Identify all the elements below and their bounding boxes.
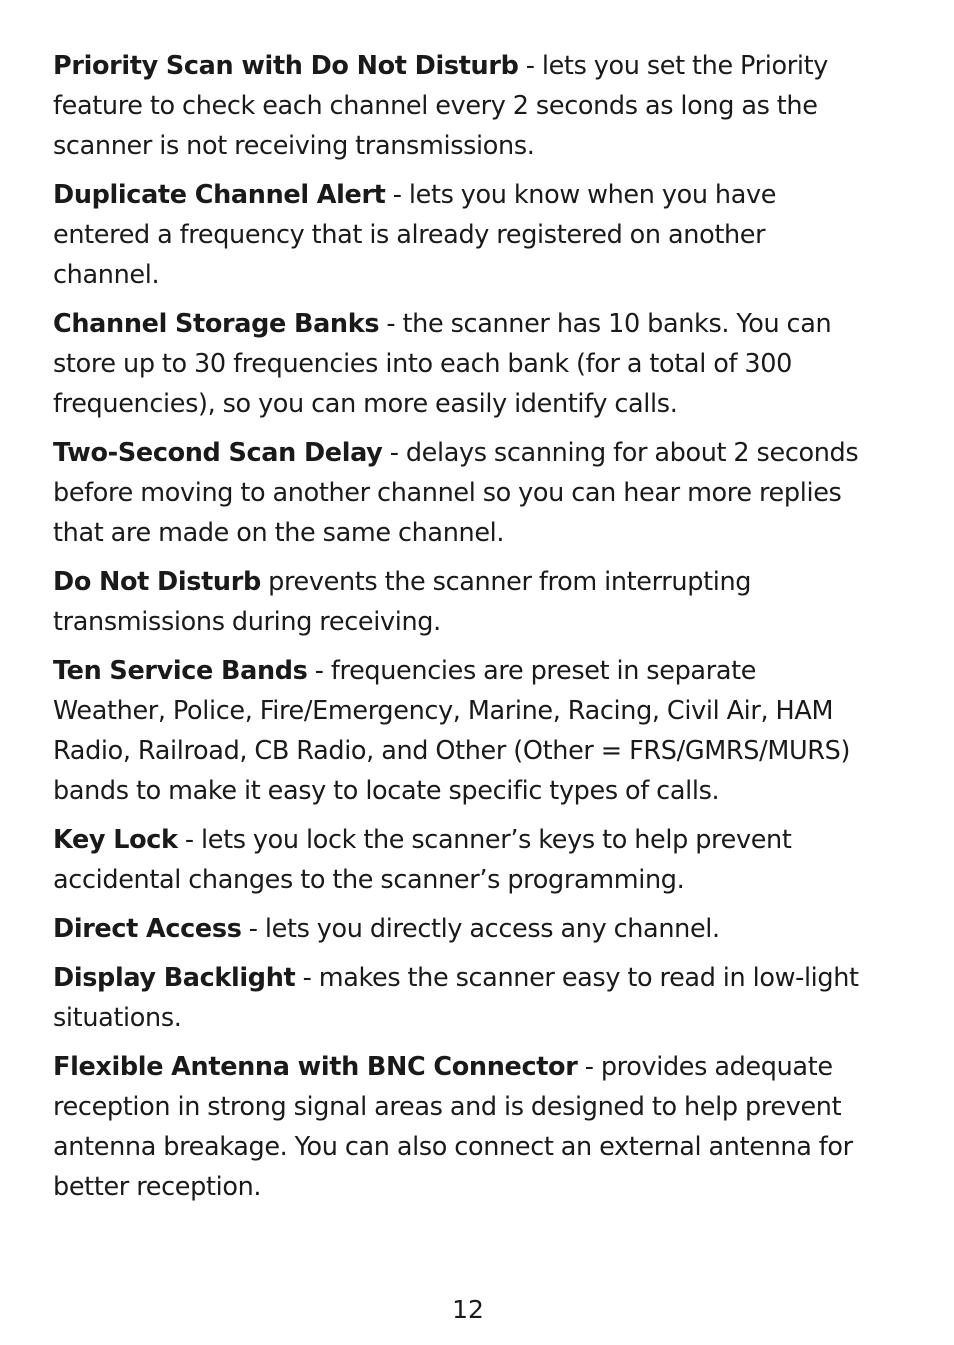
- feature-term: Ten Service Bands: [53, 656, 308, 686]
- feature-description: - frequencies are preset in separate Weather, Police, Fire/Emergency, Marine, Racing, Civil Air, HAM Radio, Railroad, CB Radio, and Other (Other = FRS/GMRS/MURS) bands to make it easy to locate specific types of calls.: [53, 656, 851, 806]
- feature-term: Do Not Disturb: [53, 567, 261, 597]
- feature-description: - lets you know when you have entered a frequency that is already registered on another channel.: [53, 180, 777, 290]
- feature-priority-scan: [53, 46, 873, 166]
- feature-ten-service-bands: [53, 651, 873, 811]
- feature-key-lock: [53, 820, 873, 900]
- feature-term: Key Lock: [53, 825, 178, 855]
- feature-description: - delays scanning for about 2 seconds before moving to another channel so you can hear more replies that are made on the same channel.: [53, 438, 859, 548]
- feature-term: Two-Second Scan Delay: [53, 438, 383, 468]
- feature-description: - lets you lock the scanner’s keys to help prevent accidental changes to the scanner’s programming.: [53, 825, 792, 895]
- feature-term: Direct Access: [53, 914, 242, 944]
- feature-two-second-scan-delay: [53, 433, 873, 553]
- feature-description: - lets you set the Priority feature to check each channel every 2 seconds as long as the scanner is not receiving transmissions.: [53, 51, 829, 161]
- feature-description: - provides adequate reception in strong signal areas and is designed to help prevent antenna breakage. You can also connect an external antenna for better reception.: [53, 1052, 853, 1202]
- feature-description: - lets you directly access any channel.: [241, 914, 720, 944]
- feature-term: Priority Scan with Do Not Disturb: [53, 51, 519, 81]
- page-number: 12: [452, 1295, 484, 1324]
- feature-flexible-antenna: [53, 1047, 873, 1207]
- feature-term: Channel Storage Banks: [53, 309, 380, 339]
- feature-duplicate-channel-alert: [53, 175, 873, 295]
- document-page: [53, 46, 873, 1216]
- feature-term: Flexible Antenna with BNC Connector: [53, 1052, 578, 1082]
- feature-display-backlight: [53, 958, 873, 1038]
- feature-description: - the scanner has 10 banks. You can store up to 30 frequencies into each bank (for a total of 300 frequencies), so you can more easily identify calls.: [53, 309, 832, 419]
- feature-direct-access: [53, 909, 873, 949]
- feature-term: Display Backlight: [53, 963, 296, 993]
- feature-term: Duplicate Channel Alert: [53, 180, 386, 210]
- feature-channel-storage-banks: [53, 304, 873, 424]
- feature-description: - makes the scanner easy to read in low-light situations.: [53, 963, 859, 1033]
- feature-do-not-disturb: [53, 562, 873, 642]
- feature-description: prevents the scanner from interrupting transmissions during receiving.: [53, 567, 752, 637]
